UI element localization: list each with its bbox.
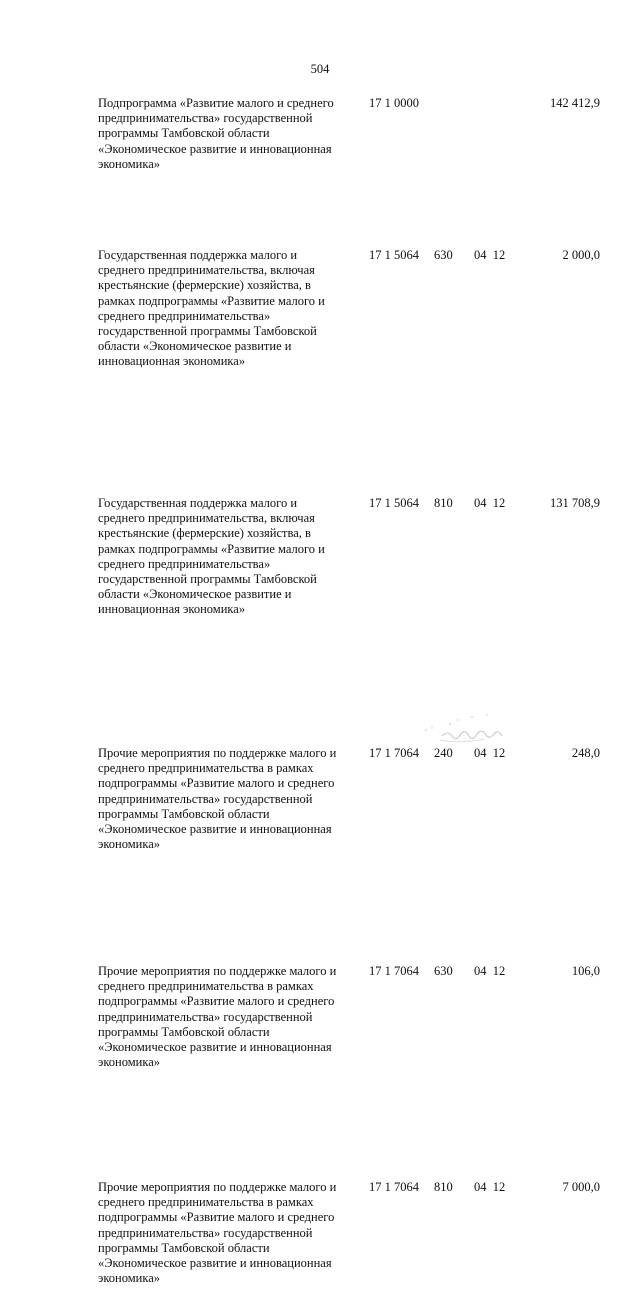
row-section: 04 12: [474, 1180, 506, 1194]
row-description: Подпрограмма «Развитие малого и среднего предпринимательства» государственной программы Тамбовской области «Экономическое развитие и инновационная экономика»: [98, 96, 334, 171]
row-amount: 106,0: [571, 964, 600, 978]
row-section: 04 12: [474, 964, 506, 978]
table-row: [0, 746, 640, 855]
table-row: [0, 248, 640, 372]
row-amount: 131 708,9: [550, 496, 600, 510]
row-section: 04 12: [474, 248, 506, 262]
row-description: Прочие мероприятия по поддержке малого и среднего предпринимательства в рамках подпрограммы «Развитие малого и среднего предпринимательства» государственной программы Тамбовской области «Экономическое развитие и инновационная экономика»: [98, 1180, 337, 1286]
row-code: 17 1 5064: [369, 248, 419, 262]
row-code: 17 1 7064: [369, 964, 419, 978]
row-code: 17 1 5064: [369, 496, 419, 510]
row-expense-type: 630: [434, 964, 453, 978]
table-row: [0, 1180, 640, 1290]
row-section: 04 12: [474, 746, 506, 760]
scan-smudge-mark: [412, 712, 522, 746]
row-expense-type: 810: [434, 1180, 453, 1194]
row-expense-type: 240: [434, 746, 453, 760]
budget-table: [0, 96, 640, 1286]
row-section: 04 12: [474, 496, 506, 510]
row-code: 17 1 7064: [369, 746, 419, 760]
row-amount: 248,0: [571, 746, 600, 760]
table-row: [0, 964, 640, 1072]
row-description: Государственная поддержка малого и среднего предпринимательства, включая крестьянские (фермерские) хозяйства, в рамках подпрограммы «Развитие малого и среднего предпринимательства» государственной программы Тамбовской области «Экономическое развитие и инновационная экономика»: [98, 248, 325, 369]
row-amount: 142 412,9: [550, 96, 600, 110]
row-expense-type: 810: [434, 496, 453, 510]
row-amount: 2 000,0: [562, 248, 600, 262]
row-amount: 7 000,0: [562, 1180, 600, 1194]
page-number: 504: [310, 62, 330, 76]
row-code: 17 1 7064: [369, 1180, 419, 1194]
table-row: [0, 96, 640, 172]
row-description: Прочие мероприятия по поддержке малого и среднего предпринимательства в рамках подпрограммы «Развитие малого и среднего предпринимательства» государственной программы Тамбовской области «Экономическое развитие и инновационная экономика»: [98, 964, 337, 1070]
row-description: Государственная поддержка малого и среднего предпринимательства, включая крестьянские (фермерские) хозяйства, в рамках подпрограммы «Развитие малого и среднего предпринимательства» государственной программы Тамбовской области «Экономическое развитие и инновационная экономика»: [98, 496, 325, 617]
row-code: 17 1 0000: [369, 96, 419, 110]
row-expense-type: 630: [434, 248, 453, 262]
row-description: Прочие мероприятия по поддержке малого и среднего предпринимательства в рамках подпрограммы «Развитие малого и среднего предпринимательства» государственной программы Тамбовской области «Экономическое развитие и инновационная экономика»: [98, 746, 337, 852]
table-row: [0, 496, 640, 621]
